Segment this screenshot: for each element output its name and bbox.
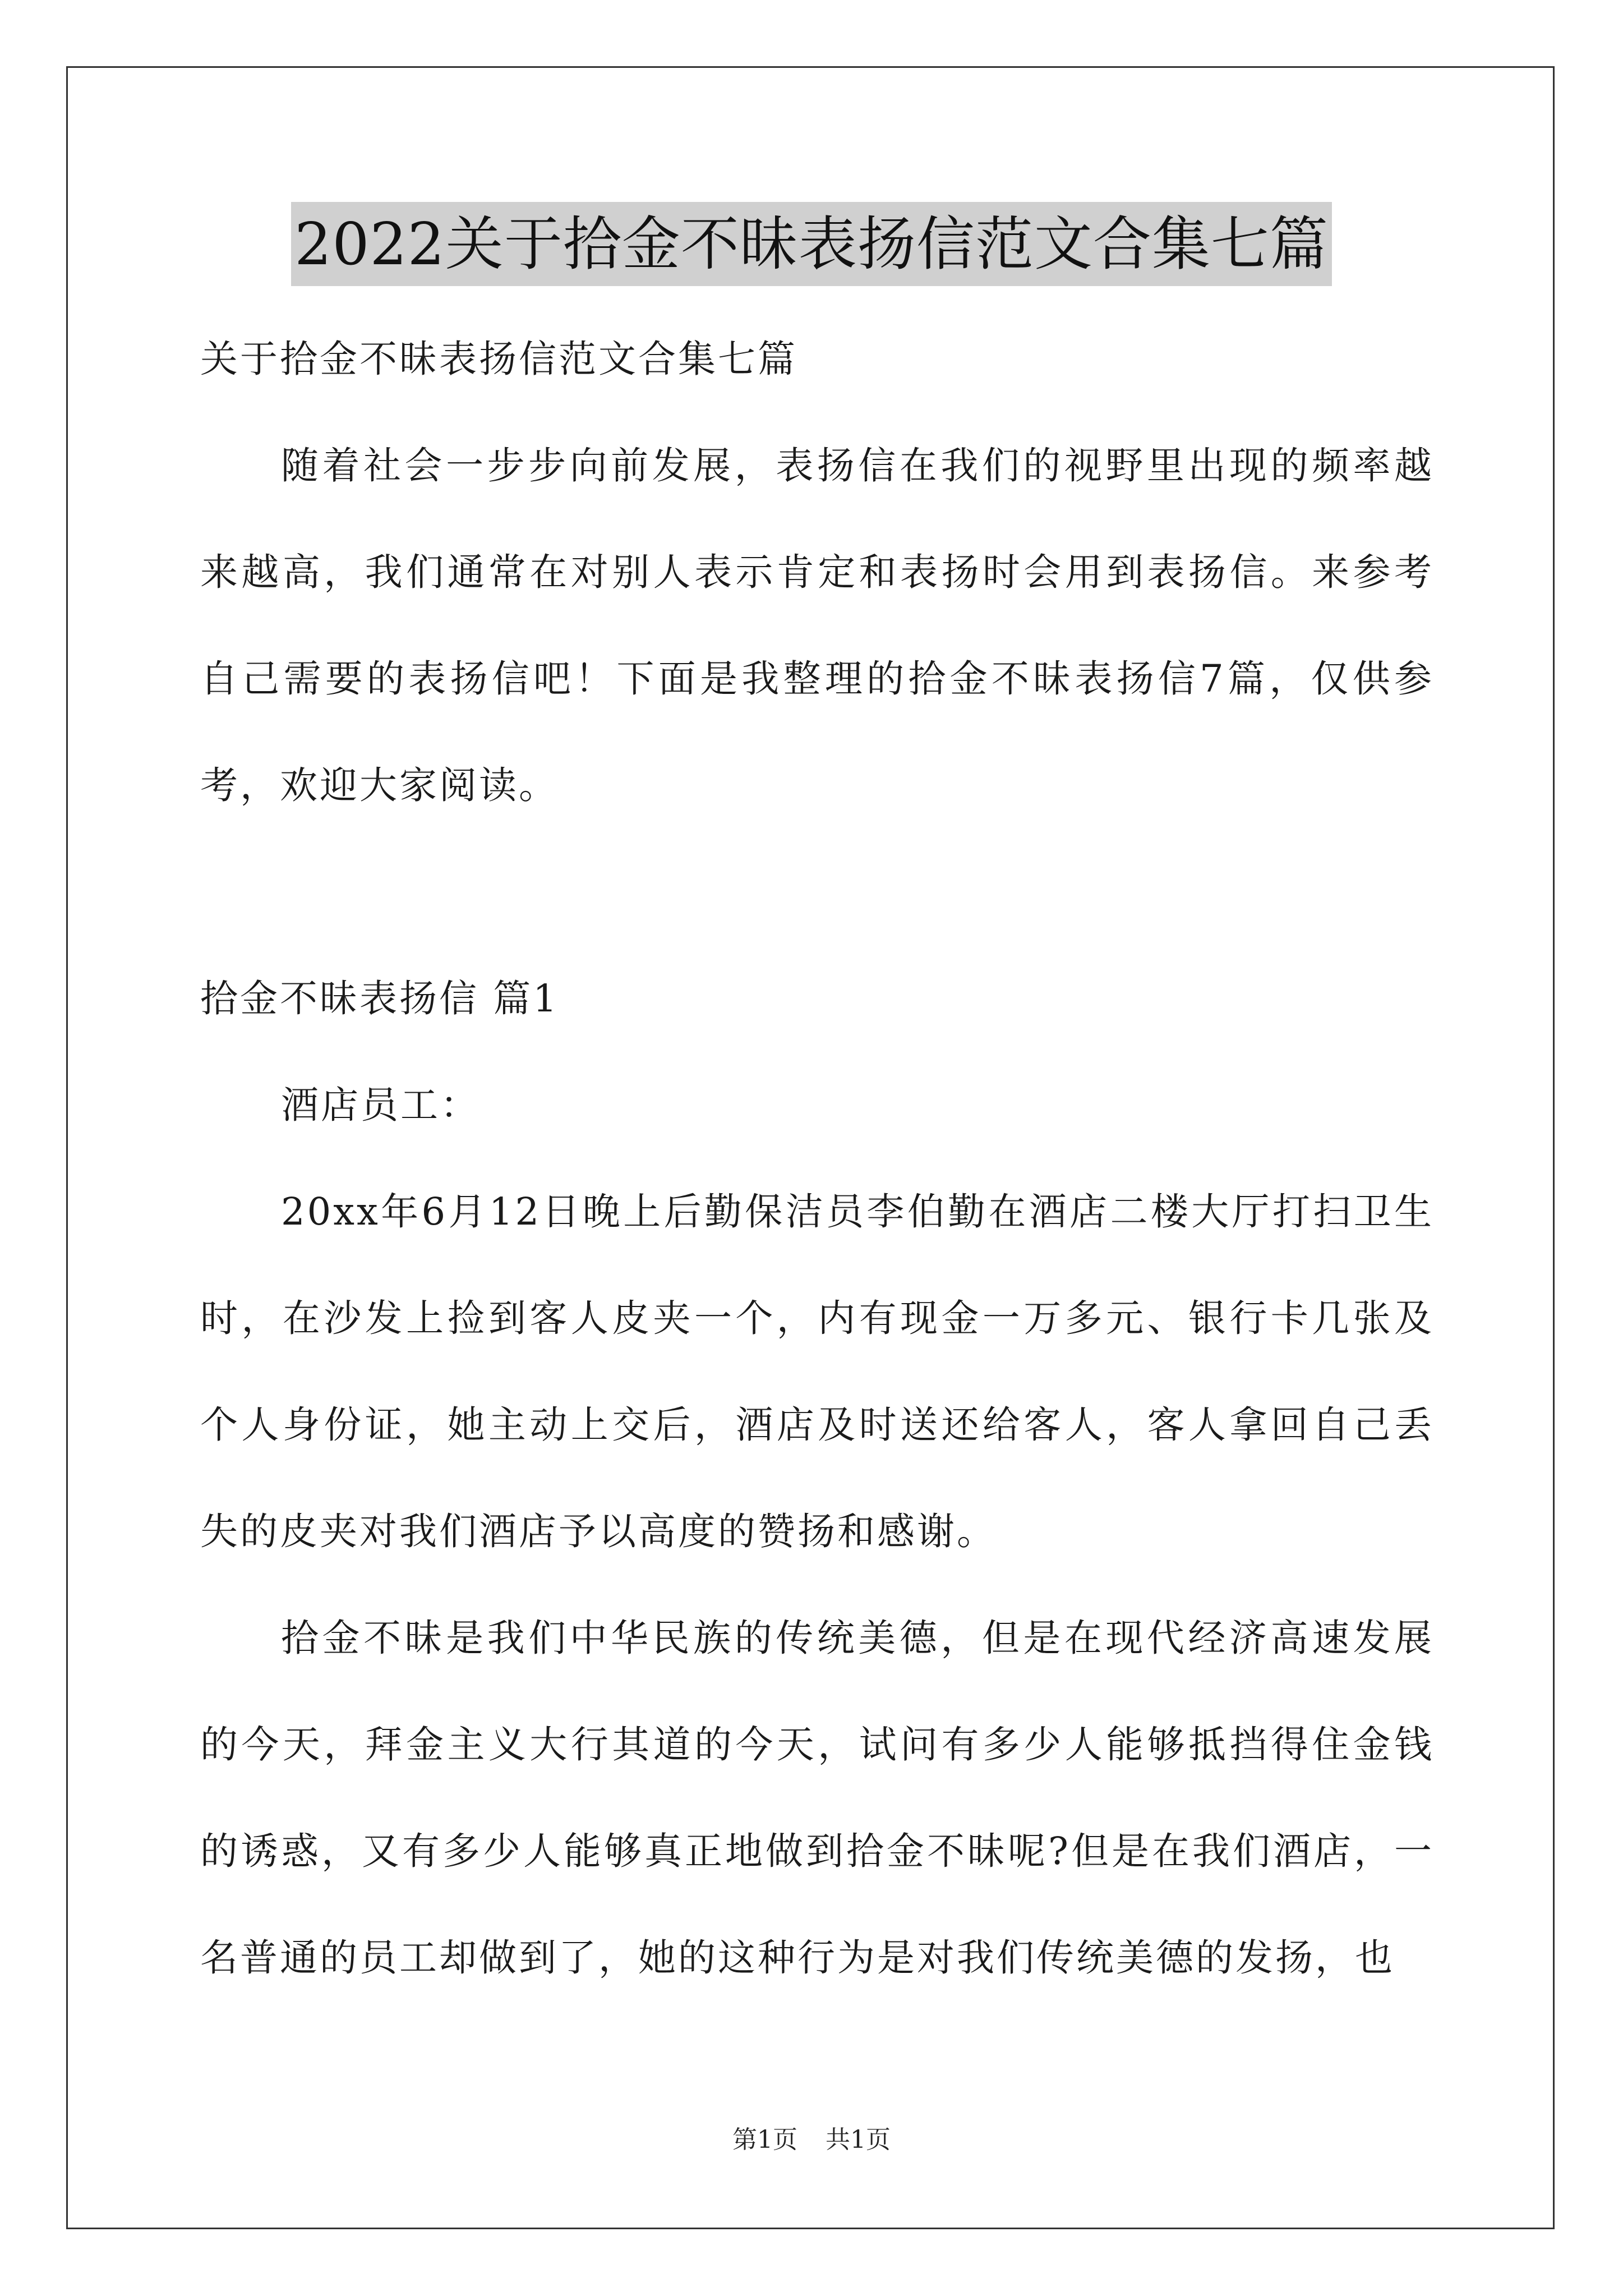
document-body: [200, 306, 1434, 2011]
page-footer: [0, 2123, 1623, 2157]
title-container: [0, 202, 1623, 286]
document-title: 2022关于拾金不昧表扬信范文合集七篇: [291, 202, 1332, 286]
intro-paragraph: 随着社会一步步向前发展，表扬信在我们的视野里出现的频率越来越高，我们通常在对别人表示肯定和表扬时会用到表扬信。来参考自己需要的表扬信吧！下面是我整理的拾金不昧表扬信7篇，仅供参考，欢迎大家阅读。: [200, 444, 1434, 807]
salutation: 酒店员工：: [281, 1083, 480, 1127]
page-number-total: 共1页: [826, 2125, 891, 2154]
section-heading: 拾金不昧表扬信 篇1: [200, 977, 559, 1020]
body-paragraph: 拾金不昧是我们中华民族的传统美德，但是在现代经济高速发展的今天，拜金主义大行其道的今天，试问有多少人能够抵挡得住金钱的诱惑，又有多少人能够真正地做到拾金不昧呢?但是在我们酒店，一名普通的员工却做到了，她的这种行为是对我们传统美德的发扬，也: [200, 1616, 1434, 1980]
body-paragraph: 20xx年6月12日晚上后勤保洁员李伯勤在酒店二楼大厅打扫卫生时，在沙发上捡到客人皮夹一个，内有现金一万多元、银行卡几张及个人身份证，她主动上交后，酒店及时送还给客人，客人拿回自己丢失的皮夹对我们酒店予以高度的赞扬和感谢。: [200, 1190, 1434, 1553]
subtitle-paragraph: 关于拾金不昧表扬信范文合集七篇: [200, 337, 797, 381]
page-number-current: 第1页: [732, 2125, 797, 2154]
